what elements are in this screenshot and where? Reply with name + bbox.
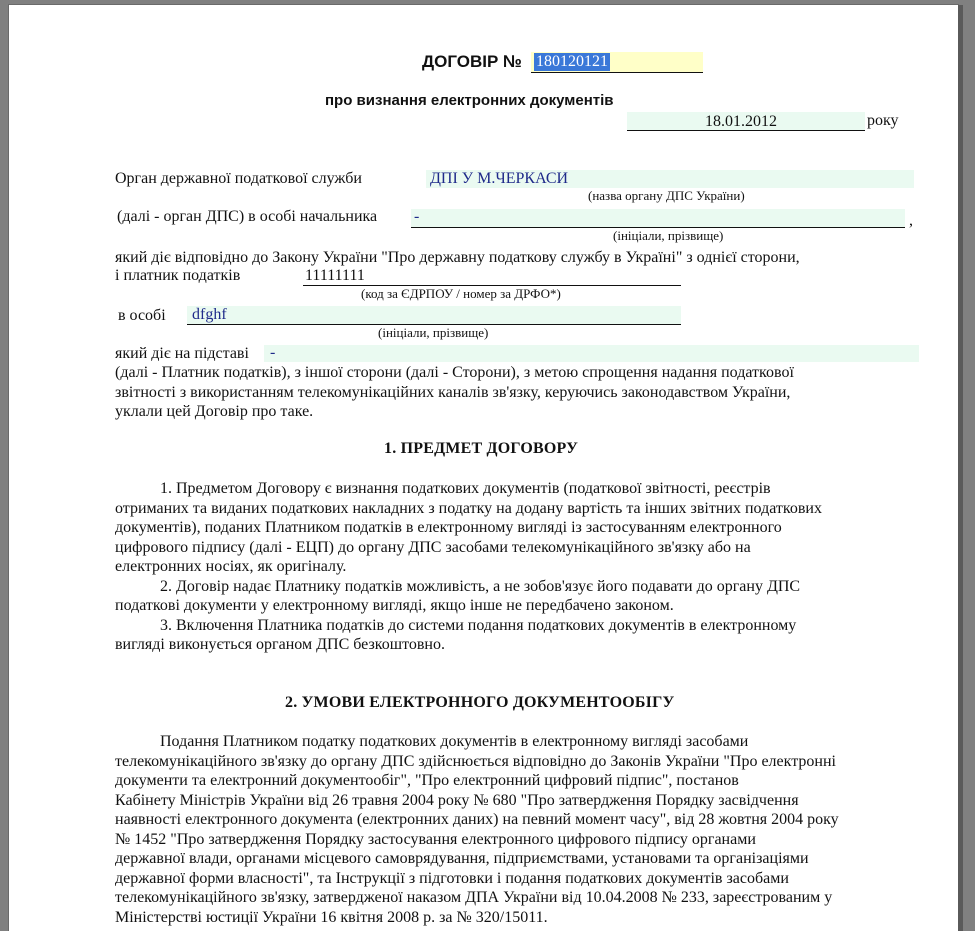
taxpayer-code-value: 11111111 bbox=[305, 267, 365, 284]
section1-line: електронних носіях, як оригіналу. bbox=[115, 558, 347, 575]
person-value: dfghf bbox=[192, 306, 227, 323]
section2-line: державної форми власності", та Інструкції з підготовки і подання податкових документів засобами bbox=[115, 869, 789, 887]
section2-line: Подання Платником податку податкових документів в електронному вигляді засобами bbox=[160, 733, 749, 750]
section2-heading: 2. УМОВИ ЕЛЕКТРОННОГО ДОКУМЕНТООБІГУ bbox=[285, 694, 675, 711]
date-underline bbox=[627, 130, 865, 131]
section1-heading: 1. ПРЕДМЕТ ДОГОВОРУ bbox=[384, 440, 579, 457]
person-label: в особі bbox=[118, 307, 166, 324]
taxpayer-caption: (код за ЄДРПОУ / номер за ДРФО*) bbox=[361, 286, 561, 301]
section1-line: цифрового підпису (далі - ЕЦП) до органу ДПС засобами телекомунікаційного зв'язку або на bbox=[115, 538, 751, 556]
document-page bbox=[9, 5, 958, 931]
head-value: - bbox=[414, 208, 420, 225]
closing-line: звітності з використанням телекомунікаційних каналів зв'язку, керуючись законодавством України, bbox=[115, 383, 791, 401]
section1-line: документів), поданих Платником податків в електронному вигляді із застосуванням електронного bbox=[115, 519, 782, 536]
section1-line: отриманих та виданих податкових накладних з податку на додану вартість та інших звітних податкових bbox=[115, 499, 822, 517]
section2-line: № 1452 "Про затвердження Порядку застосування електронного цифрового підпису органами bbox=[115, 830, 756, 848]
taxpayer-code-field[interactable] bbox=[303, 266, 681, 285]
section1-line: податкові документи у електронному вигляді, якщо інше не передбачено законом. bbox=[115, 597, 674, 614]
contract-number-underline bbox=[531, 72, 703, 73]
person-field[interactable] bbox=[187, 306, 681, 324]
head-caption: (ініціали, прізвище) bbox=[613, 228, 724, 243]
contract-subtitle: про визнання електронних документів bbox=[325, 92, 614, 109]
head-comma: , bbox=[909, 212, 913, 229]
law-line: який діє відповідно до Закону України "Про державну податкову службу в Україні" з однієї сторони, bbox=[115, 249, 800, 266]
section1-line: 2. Договір надає Платнику податків можливість, а не зобов'язує його подавати до органу ДПС bbox=[160, 577, 801, 595]
section2-line: телекомунікаційного зв'язку, затвердженої наказом ДПА України від 10.04.2008 № 233, зареєстрованим у bbox=[115, 889, 833, 906]
section1-line: вигляді виконується органом ДПС безкоштовно. bbox=[115, 636, 445, 653]
section2-line: наявності електронного документа (електронних даних) на певний момент часу", від 28 жовтня 2004 року bbox=[115, 811, 839, 828]
head-label: (далі - орган ДПС) в особі начальника bbox=[117, 208, 378, 225]
date-field[interactable] bbox=[627, 112, 865, 131]
contract-number-field[interactable] bbox=[531, 52, 703, 72]
date-suffix: року bbox=[867, 112, 899, 129]
closing-line: (далі - Платник податків), з іншої сторони (далі - Сторони), з метою спрощення надання податкової bbox=[115, 364, 794, 381]
section2-body bbox=[115, 732, 839, 927]
person-caption: (ініціали, прізвище) bbox=[378, 325, 489, 340]
contract-title-label: ДОГОВІР № bbox=[422, 52, 522, 71]
section2-line: телекомунікаційного зв'язку до органу ДПС здійснюється відповідно до Законів України "Про електронні bbox=[115, 752, 836, 770]
authority-label: Орган державної податкової служби bbox=[115, 170, 362, 187]
basis-label: який діє на підставі bbox=[115, 345, 249, 362]
contract-number-value: 180120121 bbox=[536, 53, 608, 70]
section1-line: 3. Включення Платника податків до системи подання податкових документів в електронному bbox=[160, 616, 797, 634]
basis-value: - bbox=[270, 344, 276, 361]
basis-field[interactable] bbox=[264, 345, 919, 362]
closing-paragraph bbox=[115, 363, 794, 422]
date-value: 18.01.2012 bbox=[705, 113, 777, 130]
section2-line: Кабінету Міністрів України від 26 травня 2004 року № 680 "Про затвердження Порядку засвідчення bbox=[115, 791, 799, 809]
authority-value: ДПІ У М.ЧЕРКАСИ bbox=[430, 170, 569, 187]
authority-caption: (назва органу ДПС України) bbox=[588, 188, 745, 203]
taxpayer-label: і платник податків bbox=[115, 267, 241, 284]
section2-line: державної влади, органами місцевого самоврядування, підприємствами, установами та організаціями bbox=[115, 850, 809, 867]
section1-body bbox=[115, 479, 822, 655]
section2-line: документи та електронний документообіг", "Про електронний цифровий підпис", постанов bbox=[115, 772, 739, 789]
head-field[interactable] bbox=[411, 209, 905, 227]
section1-line: 1. Предметом Договору є визнання податкових документів (податкової звітності, реєстрів bbox=[160, 480, 771, 497]
closing-line: уклали цей Договір про таке. bbox=[115, 403, 314, 420]
section2-line: Міністерстві юстиції України 16 квітня 2008 р. за № 320/15011. bbox=[115, 908, 548, 926]
authority-field[interactable] bbox=[426, 170, 914, 188]
